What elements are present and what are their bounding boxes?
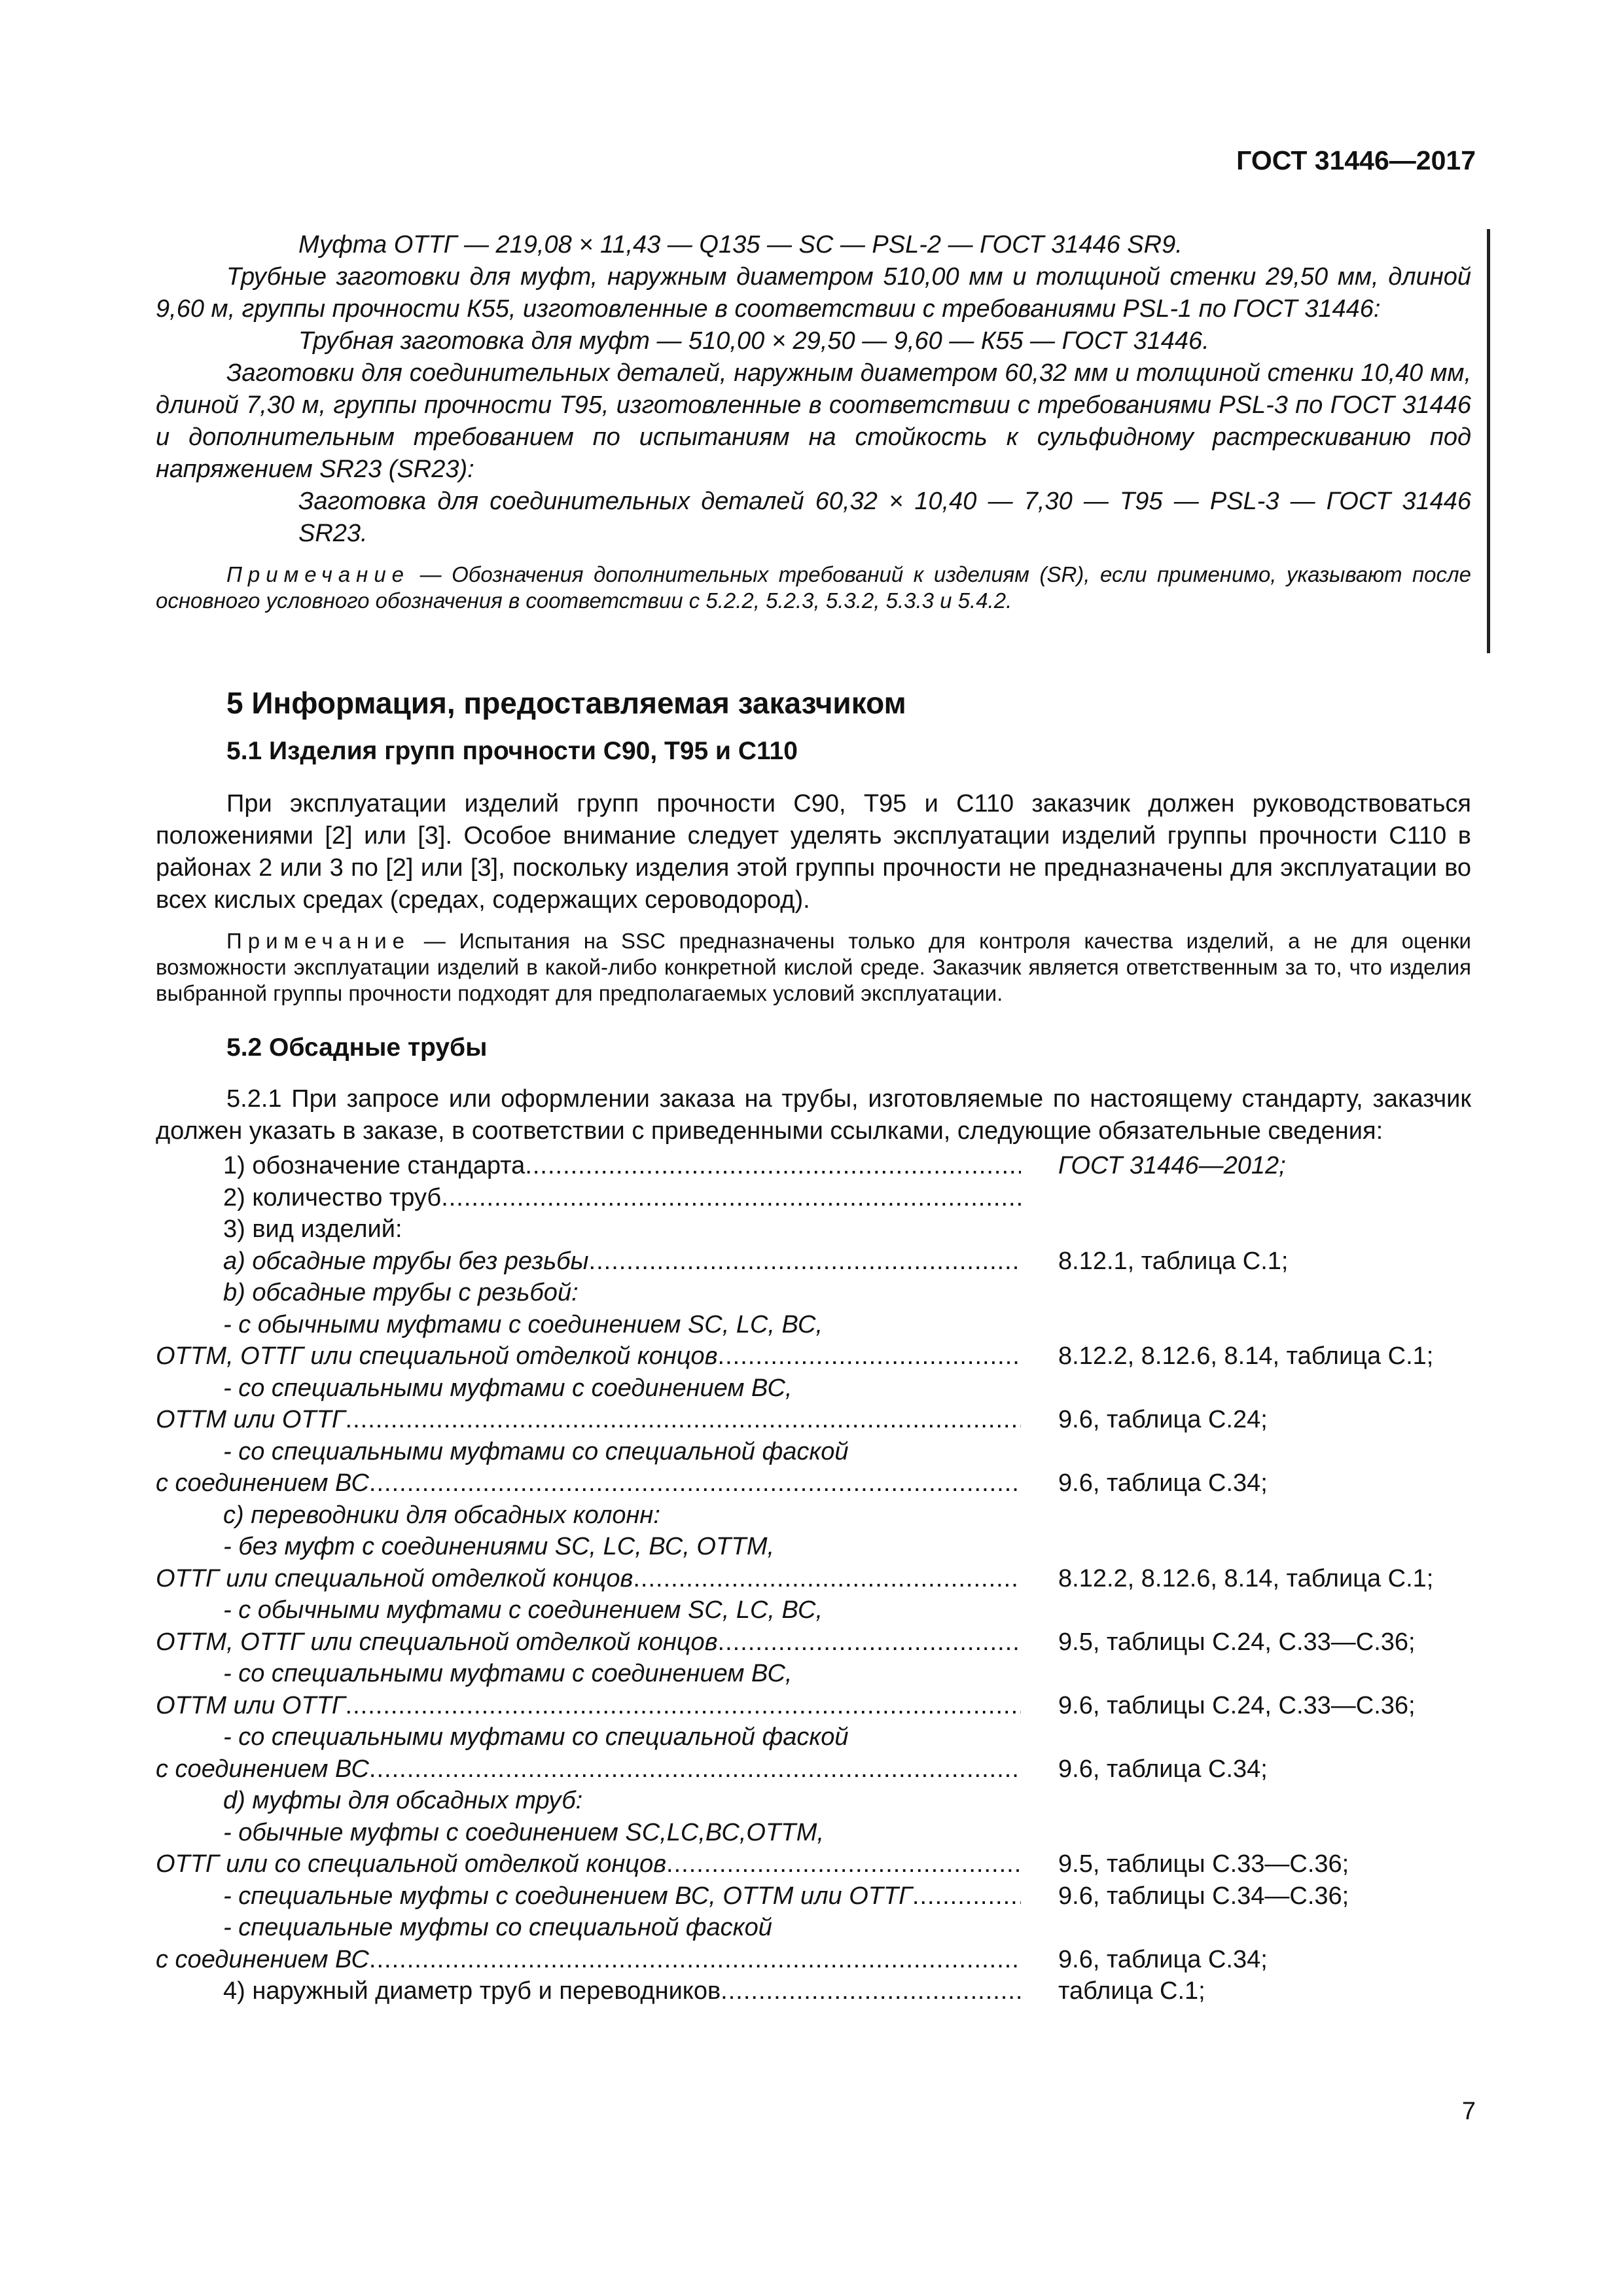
list-item-reference (1021, 1658, 1058, 1690)
list-item-reference: 9.6, таблица С.34; (1058, 1469, 1268, 1497)
example-line-connector: Заготовка для соединительных деталей 60,32 × 10,40 — 7,30 — Т95 — PSL-3 — ГОСТ 31446 SR23. (298, 488, 1471, 547)
list-item-label: ОТТМ, ОТТГ или специальной отделкой концов (156, 1342, 718, 1370)
list-item (156, 1975, 1471, 2007)
list-item-label-cell (156, 1880, 1021, 1912)
example-paragraph-blanks: Трубные заготовки для муфт, наружным диаметром 510,00 мм и толщиной стенки 29,50 мм, длиной 9,60 м, группы прочности К55, изготовленные в соответствии с требованиями PSL-1 по ГОСТ 31446: (156, 263, 1471, 323)
example-line-coupling: Муфта ОТТГ — 219,08 × 11,43 — Q135 — SC — PSL-2 — ГОСТ 31446 SR9. (298, 231, 1183, 259)
list-item-label: - с обычными муфтами с соединением SC, LC, ВС, (223, 1596, 823, 1624)
list-item-reference: 8.12.2, 8.12.6, 8.14, таблица С.1; (1058, 1564, 1434, 1592)
list-item-label: 2) количество труб (223, 1183, 442, 1211)
subsection-5-1-title: 5.1 Изделия групп прочности С90, Т95 и С110 (226, 737, 798, 765)
list-item-reference: ГОСТ 31446—2012; (1058, 1152, 1286, 1179)
list-item (156, 1277, 1471, 1309)
subsection-5-1-text: При эксплуатации изделий групп прочности С90, Т95 и С110 заказчик должен руководствоваться положениями [2] или [3]. Особое внимание следует уделять эксплуатации изделий группы прочности С110 в районах 2 или 3 по [2] или [3], поскольку изделия этой группы прочности не предназначены для эксплуатации во всех кислых средах (средах, содержащих сероводород). (156, 790, 1471, 914)
example-line-blank: Трубная заготовка для муфт — 510,00 × 29,50 — 9,60 — К55 — ГОСТ 31446. (298, 327, 1209, 355)
list-item-label-cell (156, 1182, 1021, 1214)
list-item (156, 1690, 1471, 1722)
list-item-label-cell (156, 1753, 1021, 1785)
section-5 (156, 687, 1471, 2007)
list-item-label-cell (156, 1499, 1021, 1532)
list-item (156, 1150, 1471, 1182)
list-item-label-cell (156, 1340, 1021, 1372)
list-item-label-cell (156, 1404, 1021, 1436)
requirements-list (156, 1150, 1471, 2007)
list-item-reference (1021, 1912, 1058, 1944)
list-item-label-cell (156, 1626, 1021, 1659)
list-item-label-cell (156, 1467, 1021, 1499)
page-number: 7 (1461, 2098, 1476, 2125)
list-item-reference (1021, 1182, 1058, 1214)
list-item-label-cell (156, 1721, 1021, 1753)
dot-leader (912, 1880, 1021, 1912)
list-item (156, 1912, 1471, 1944)
list-item-reference (1021, 1213, 1058, 1246)
list-item-label-cell (156, 1912, 1021, 1944)
list-item-label: с соединением ВС (156, 1469, 369, 1497)
list-item-reference (1021, 1499, 1058, 1532)
list-item (156, 1404, 1471, 1436)
list-item-label: - со специальными муфтами со специальной фаской (223, 1723, 849, 1751)
section-title: 5 Информация, предоставляемая заказчиком (226, 686, 906, 720)
subsection-5-2-title: 5.2 Обсадные трубы (226, 1033, 488, 1062)
list-item-reference (1021, 1436, 1058, 1468)
list-item-label: - обычные муфты с соединением SC,LC,ВС,ОТТМ, (223, 1818, 825, 1846)
dot-leader (589, 1246, 1021, 1278)
list-item (156, 1499, 1471, 1532)
list-item-label: d) муфты для обсадных труб: (223, 1787, 583, 1814)
list-item-label: - со специальными муфтами с соединением ВС, (223, 1660, 793, 1687)
list-item-reference (1021, 1721, 1058, 1753)
list-item-reference: 9.5, таблицы С.24, С.33—С.36; (1058, 1628, 1416, 1656)
list-item (156, 1848, 1471, 1880)
dot-leader (369, 1753, 1021, 1785)
list-item-reference (1021, 1309, 1058, 1341)
dot-leader (369, 1467, 1021, 1499)
dot-leader (721, 1975, 1021, 2007)
dot-leader (441, 1182, 1021, 1214)
list-item-label-cell (156, 1594, 1021, 1626)
list-item-label-cell (156, 1690, 1021, 1722)
dot-leader (525, 1150, 1021, 1182)
list-item-reference (1021, 1785, 1058, 1817)
list-item-reference (1021, 1594, 1058, 1626)
list-item (156, 1213, 1471, 1246)
note-label: Примечание (226, 929, 411, 953)
document-header: ГОСТ 31446—2017 (1236, 145, 1476, 175)
note-designations (156, 562, 1471, 614)
note-text: — Обозначения дополнительных требований к изделиям (SR), если применимо, указывают после основного условного обозначения в соответствии с 5.2.2, 5.2.3, 5.3.2, 5.3.3 и 5.4.2. (156, 562, 1471, 613)
list-item-label: 3) вид изделий: (223, 1215, 402, 1243)
list-item-reference: 9.6, таблица С.24; (1058, 1406, 1268, 1433)
list-item (156, 1372, 1471, 1405)
list-item-label-cell (156, 1944, 1021, 1976)
list-item-label-cell (156, 1372, 1021, 1405)
list-item (156, 1753, 1471, 1785)
list-item-reference: 9.6, таблица С.34; (1058, 1755, 1268, 1783)
example-paragraph-connectors: Заготовки для соединительных деталей, наружным диаметром 60,32 мм и толщиной стенки 10,40 мм, длиной 7,30 м, группы прочности Т95, изготовленные в соответствии с требованиями PSL-3 по ГОСТ 31446 и дополнительным требованием по испытаниям на стойкость к сульфидному растрескиванию под напряжением SR23 (SR23): (156, 359, 1471, 483)
list-item (156, 1563, 1471, 1595)
list-item-label-cell (156, 1531, 1021, 1563)
list-item-label-cell (156, 1785, 1021, 1817)
list-item (156, 1594, 1471, 1626)
list-item-label-cell (156, 1309, 1021, 1341)
dot-leader (346, 1404, 1021, 1436)
list-item-label: - специальные муфты с соединением ВС, ОТТМ или ОТТГ (223, 1882, 912, 1910)
list-item-label: 1) обозначение стандарта (223, 1152, 526, 1179)
list-item-label: ОТТМ или ОТТГ (156, 1406, 346, 1433)
list-item-label: b) обсадные трубы с резьбой: (223, 1279, 579, 1306)
list-item-reference (1021, 1277, 1058, 1309)
list-item-label: - со специальными муфтами со специальной фаской (223, 1437, 849, 1465)
change-bar (1487, 229, 1490, 653)
list-item-reference (1021, 1531, 1058, 1563)
list-item-label-cell (156, 1658, 1021, 1690)
list-item-label: ОТТГ или специальной отделкой концов (156, 1564, 633, 1592)
dot-leader (718, 1626, 1021, 1659)
list-item-label-cell (156, 1150, 1021, 1182)
dot-leader (718, 1340, 1021, 1372)
list-item-label: - с обычными муфтами с соединением SC, LC, ВС, (223, 1310, 823, 1338)
list-item-label: ОТТГ или со специальной отделкой концов (156, 1850, 667, 1878)
note-label: Примечание (226, 562, 410, 586)
list-item-label: с соединением ВС (156, 1945, 369, 1973)
list-item-label: c) переводники для обсадных колонн: (223, 1501, 660, 1529)
list-item-label: 4) наружный диаметр труб и переводников (223, 1977, 721, 2005)
list-item-label: ОТТМ или ОТТГ (156, 1691, 346, 1719)
list-item-label-cell (156, 1246, 1021, 1278)
list-item-label-cell (156, 1563, 1021, 1595)
note-text: — Испытания на SSC предназначены только для контроля качества изделий, а не для оценки возможности эксплуатации изделий в какой-либо конкретной кислой среде. Заказчик является ответственным за то, что изделия выбранной группы прочности подходят для предполагаемых условий эксплуатации. (156, 929, 1471, 1005)
list-item (156, 1817, 1471, 1849)
example-block (156, 229, 1471, 614)
dot-leader (369, 1944, 1021, 1976)
list-item (156, 1246, 1471, 1278)
list-item-reference (1021, 1372, 1058, 1405)
list-item-label: - специальные муфты со специальной фаской (223, 1914, 772, 1941)
list-item-reference: 9.6, таблица С.34; (1058, 1945, 1268, 1973)
list-item (156, 1531, 1471, 1563)
list-item-label-cell (156, 1975, 1021, 2007)
list-item-reference: 9.6, таблицы С.24, С.33—С.36; (1058, 1691, 1416, 1719)
list-item (156, 1436, 1471, 1468)
list-item-label: - без муфт с соединениями SC, LC, ВС, ОТТМ, (223, 1533, 775, 1560)
list-item-label: a) обсадные трубы без резьбы (223, 1247, 589, 1275)
list-item (156, 1182, 1471, 1214)
list-item-label: - со специальными муфтами с соединением ВС, (223, 1374, 793, 1402)
list-item (156, 1626, 1471, 1659)
list-item-reference (1021, 1817, 1058, 1849)
subsection-5-2-1-text: 5.2.1 При запросе или оформлении заказа на трубы, изготовляемые по настоящему стандарту, заказчик должен указать в заказе, в соответствии с приведенными ссылками, следующие обязательные сведения: (156, 1085, 1471, 1145)
list-item-label-cell (156, 1436, 1021, 1468)
list-item-label: с соединением ВС (156, 1755, 369, 1783)
list-item-label-cell (156, 1213, 1021, 1246)
list-item-reference: 8.12.2, 8.12.6, 8.14, таблица С.1; (1058, 1342, 1434, 1370)
list-item-label-cell (156, 1848, 1021, 1880)
list-item (156, 1340, 1471, 1372)
list-item-reference: 9.5, таблицы С.33—С.36; (1058, 1850, 1349, 1878)
list-item (156, 1944, 1471, 1976)
list-item (156, 1658, 1471, 1690)
list-item (156, 1785, 1471, 1817)
list-item-reference: 9.6, таблицы С.34—С.36; (1058, 1882, 1349, 1910)
list-item-label-cell (156, 1817, 1021, 1849)
dot-leader (633, 1563, 1021, 1595)
dot-leader (666, 1848, 1021, 1880)
note-ssc (156, 928, 1471, 1007)
list-item-label-cell (156, 1277, 1021, 1309)
dot-leader (346, 1690, 1021, 1722)
list-item-reference: таблица С.1; (1058, 1977, 1205, 2005)
list-item (156, 1880, 1471, 1912)
list-item (156, 1721, 1471, 1753)
list-item (156, 1309, 1471, 1341)
list-item-label: ОТТМ, ОТТГ или специальной отделкой концов (156, 1628, 718, 1656)
list-item (156, 1467, 1471, 1499)
list-item-reference: 8.12.1, таблица С.1; (1058, 1247, 1289, 1275)
